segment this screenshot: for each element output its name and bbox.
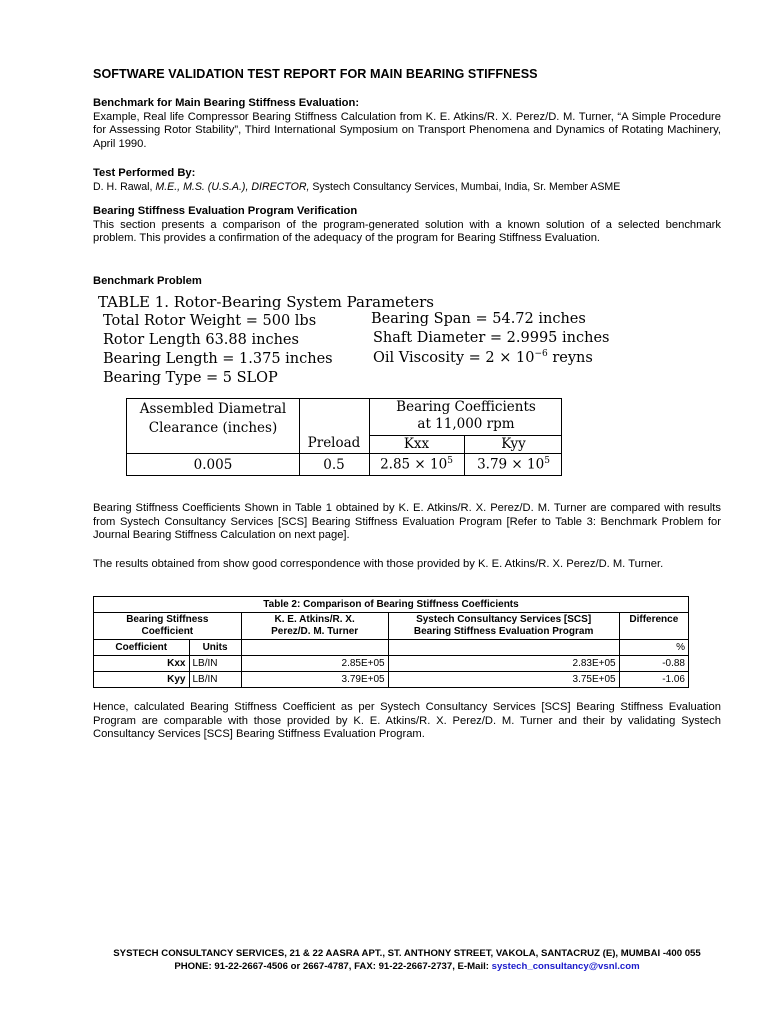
table2-scs-value: 2.83E+05 <box>388 656 619 672</box>
table2-coef: Kyy <box>94 672 190 688</box>
table1-image <box>93 290 721 480</box>
table2-header-empty-2 <box>388 640 619 656</box>
header-clearance-2: Clearance (inches) <box>148 420 278 436</box>
table2-header-bsc-2: Coefficient <box>141 626 194 637</box>
table2-header-atkins-2: Perez/D. M. Turner <box>271 626 359 637</box>
paragraph-results: The results obtained from show good correspondence with those provided by K. E. Atkins/R. X. Perez/D. M. Turner. <box>93 558 664 570</box>
oil-viscosity-base: Oil Viscosity = 2 × 10 <box>373 349 535 366</box>
header-kyy: Kyy <box>501 436 526 452</box>
table2-header-units: Units <box>189 640 241 656</box>
table2-header-percent: % <box>619 640 688 656</box>
value-kxx <box>369 456 464 473</box>
table2-units: LB/IN <box>189 656 241 672</box>
value-clearance: 0.005 <box>193 457 233 473</box>
header-kxx: Kxx <box>403 436 430 452</box>
table-row <box>94 656 689 672</box>
page-footer <box>93 948 721 973</box>
benchmark-section <box>93 97 721 151</box>
tester-name: D. H. Rawal, <box>93 180 156 193</box>
comparison-table <box>93 596 689 688</box>
table2-header-scs <box>388 613 619 640</box>
tester-org: Systech Consultancy Services, Mumbai, India, Sr. Member ASME <box>309 180 621 193</box>
benchmark-text: Example, Real life Compressor Bearing Stiffness Calculation from K. E. Atkins/R. X. Perez/D. M. Turner, “A Simple Procedure for Assessing Rotor Stability”, Third International Symposium on Transport Phenomena and Dynamics of Rotating Machinery, April 1990. <box>93 110 721 150</box>
oil-viscosity-unit: reyns <box>547 349 593 366</box>
table1-grid <box>126 398 562 476</box>
test-performed-section <box>93 167 721 194</box>
verification-text: This section presents a comparison of the program-generated solution with a known solution of a selected benchmark problem. This provides a confirmation of the adequacy of the program for Bearing Stiffness Evaluation. <box>93 218 721 245</box>
header-coefficients-1: Bearing Coefficients <box>396 399 536 415</box>
value-kyy <box>464 456 563 473</box>
footer-address: SYSTECH CONSULTANCY SERVICES, 21 & 22 AASRA APT., ST. ANTHONY STREET, VAKOLA, SANTACRUZ (E), MUMBAI -400 055 <box>113 948 701 959</box>
value-kxx-exponent: 5 <box>447 456 453 466</box>
table-row <box>94 672 689 688</box>
table2-header-bsc-1: Bearing Stiffness <box>126 614 209 625</box>
table2-header-difference: Difference <box>619 613 688 640</box>
table2-header-bsc <box>94 613 242 640</box>
footer-contact <box>93 961 721 974</box>
paragraph-conclusion: Hence, calculated Bearing Stiffness Coefficient as per Systech Consultancy Services [SCS] Bearing Stiffness Evaluation Program are comparable with those provided by K. E. Atkins/R. X. Perez/D. M. Turner and their by validating Systech Consultancy Services [SCS] Bearing Stiffness Evaluation Program. <box>93 701 721 741</box>
table2-atkins-value: 3.79E+05 <box>241 672 388 688</box>
table2-difference-value: -1.06 <box>619 672 688 688</box>
value-preload: 0.5 <box>323 457 345 473</box>
table2-difference-value: -0.88 <box>619 656 688 672</box>
table2-header-atkins-1: K. E. Atkins/R. X. <box>274 614 355 625</box>
footer-phone-fax: PHONE: 91-22-2667-4506 or 2667-4787, FAX: 91-22-2667-2737, E-Mail: <box>174 960 492 972</box>
table2-units: LB/IN <box>189 672 241 688</box>
benchmark-heading: Benchmark for Main Bearing Stiffness Evaluation: <box>93 97 360 109</box>
table2-scs-value: 3.75E+05 <box>388 672 619 688</box>
footer-email-link[interactable]: systech_consultancy@vsnl.com <box>491 960 640 972</box>
table2-title: Table 2: Comparison of Bearing Stiffness Coefficients <box>94 597 689 613</box>
test-performed-heading: Test Performed By: <box>93 167 196 179</box>
table2-header-coefficient: Coefficient <box>94 640 190 656</box>
value-kyy-exponent: 5 <box>544 456 550 466</box>
table2-coef: Kxx <box>94 656 190 672</box>
benchmark-problem-section <box>93 275 721 289</box>
header-clearance-1: Assembled Diametral <box>139 401 287 417</box>
header-preload: Preload <box>307 435 361 451</box>
table2-header-empty-1 <box>241 640 388 656</box>
bearing-span: Bearing Span = 54.72 inches <box>371 311 586 327</box>
bearing-type: Bearing Type = 5 SLOP <box>103 370 278 386</box>
paragraph-comparison: Bearing Stiffness Coefficients Shown in Table 1 obtained by K. E. Atkins/R. X. Perez/D. M. Turner are compared with results from Systech Consultancy Services [SCS] Bearing Stiffness Evaluation Program [Refer to Table 3: Benchmark Problem for Journal Bearing Stiffness Calculation on next page]. <box>93 502 721 542</box>
header-coefficients-2: at 11,000 rpm <box>417 416 515 432</box>
table2-header-scs-1: Systech Consultancy Services [SCS] <box>416 614 592 625</box>
bearing-length: Bearing Length = 1.375 inches <box>103 351 333 367</box>
table2-header-scs-2: Bearing Stiffness Evaluation Program <box>413 626 594 637</box>
verification-section <box>93 205 721 246</box>
value-kyy-base: 3.79 × 10 <box>477 456 545 473</box>
rotor-length: Rotor Length 63.88 inches <box>103 332 299 348</box>
oil-viscosity-exponent: −6 <box>534 349 548 359</box>
value-kxx-base: 2.85 × 10 <box>380 456 448 473</box>
report-title: SOFTWARE VALIDATION TEST REPORT FOR MAIN BEARING STIFFNESS <box>93 67 538 81</box>
tester-credentials: M.E., M.S. (U.S.A.), DIRECTOR, <box>155 180 310 193</box>
verification-heading: Bearing Stiffness Evaluation Program Verification <box>93 205 358 217</box>
oil-viscosity <box>373 349 593 366</box>
table1-caption: TABLE 1. Rotor-Bearing System Parameters <box>98 293 434 311</box>
shaft-diameter: Shaft Diameter = 2.9995 inches <box>373 330 610 346</box>
benchmark-problem-heading: Benchmark Problem <box>93 275 202 287</box>
table2-atkins-value: 2.85E+05 <box>241 656 388 672</box>
table2-header-atkins <box>241 613 388 640</box>
total-rotor-weight: Total Rotor Weight = 500 lbs <box>103 313 317 329</box>
